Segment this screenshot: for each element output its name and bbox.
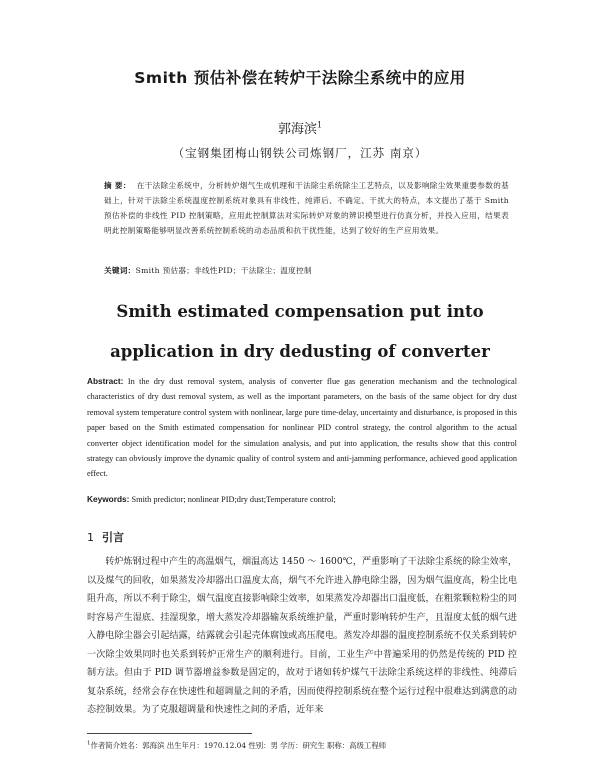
section-heading	[87, 529, 124, 545]
chinese-title: Smith 预估补偿在转炉干法除尘系统中的应用	[134, 69, 466, 87]
chinese-abstract	[104, 178, 509, 238]
body-paragraph: 转炉炼钢过程中产生的高温烟气，烟温高达 1450 ～ 1600℃，严重影响了干法除尘系统的除尘效率，以及煤气的回收，如果蒸发冷却器出口温度太高，烟气不允许进入静电除尘器，因为烟气温度高，粉尘比电阻升高，所以不利于除尘，烟气温度直接影响除尘效率，如果蒸发冷却器出口温度低，在粗浆颗粒粉尘的同时容易产生湿底、挂湿现象，增大蒸发冷却器输灰系统维护量，严重时影响转炉生产，且湿度太低的烟气进入静电除尘器会引起结露，结露就会引起壳体腐蚀或高压爬电。蒸发冷却器的温度控制系统不仅关系到转炉一次除尘效果同时也关系到转炉正常生产的顺利进行。目前，工业生产中普遍采用的仍然是传统的 PID 控制方法。但由于 PID 调节器增益参数是固定的，故对于诸如转炉煤气干法除尘系统这样的非线性、纯滞后复杂系统，经常会存在快速性和超调量之间的矛盾，因而使得控制系统在整个运行过程中很难达到满意的动态控制效果。为了克服超调量和快速性之间的矛盾，近年来	[87, 557, 517, 715]
author-footnote	[87, 740, 517, 751]
author-affiliation: （宝钢集团梅山钢铁公司炼钢厂，江苏 南京）	[172, 146, 428, 160]
footnote-text: 作者简介姓名：郭海滨 出生年月：1970.12.04 性别：男 学历：研究生 职称：高级工程师	[90, 741, 387, 750]
author-footnote-mark: 1	[316, 120, 323, 130]
section-title: 引言	[102, 531, 124, 544]
chinese-abstract-text: 在干法除尘系统中，分析转炉烟气生成机理和干法除尘系统除尘工艺特点，以及影响除尘效果重要参数的基础上，针对干法除尘系统温度控制系统对象具有非线性、纯滞后、不确定、干扰大的特点，本文提出了基于 Smith 预估补偿的非线性 PID 控制策略，应用此控制算法对实际转炉对象的辨识模型进行仿真分析，并投入应用，结果表明此控制策略能够明显改善系统控制系统的动态品质和抗干扰性能，达到了较好的生产应用效果。	[104, 181, 510, 235]
english-keywords-text: Smith predictor; nonlinear PID;dry dust;Temperature control;	[129, 495, 336, 504]
english-abstract	[87, 374, 517, 482]
chinese-keywords-text: Smith 预估器；非线性PID；干法除尘；温度控制	[135, 266, 312, 275]
english-keywords-label: Keywords:	[87, 494, 130, 504]
footnote-divider	[87, 733, 252, 734]
author-line	[0, 118, 600, 137]
english-title-line-2: application in dry dedusting of converter	[110, 342, 490, 361]
english-abstract-label: Abstract:	[87, 376, 124, 386]
author-name: 郭海滨	[277, 122, 317, 137]
footnote-mark: 1	[87, 740, 91, 747]
english-abstract-text: In the dry dust removal system, analysis of converter flue gas generation mechanism and the technological characteristics of dry dust removal system, as well as the important parameters, on the basis of the same object for dry dust removal system temperature control system with nonlinear, large pure time-delay, uncertainty and disturbance, is proposed in this paper based on the Smith estimated compensation for nonlinear PID control strategy, the control algorithm to the actual converter object identification model for the simulation analysis, and put into application, the results show that this control strategy can obviously improve the dynamic quality of control system and anti-jamming performance, achieved good application effect.	[87, 377, 517, 479]
english-keywords	[87, 494, 517, 504]
introduction-body	[87, 553, 517, 720]
section-number: 1	[87, 531, 94, 544]
chinese-abstract-label: 摘 要：	[104, 181, 131, 190]
english-title-line-1: Smith estimated compensation put into	[116, 302, 484, 321]
chinese-keywords-label: 关键词：	[104, 266, 136, 275]
chinese-keywords	[104, 265, 509, 276]
